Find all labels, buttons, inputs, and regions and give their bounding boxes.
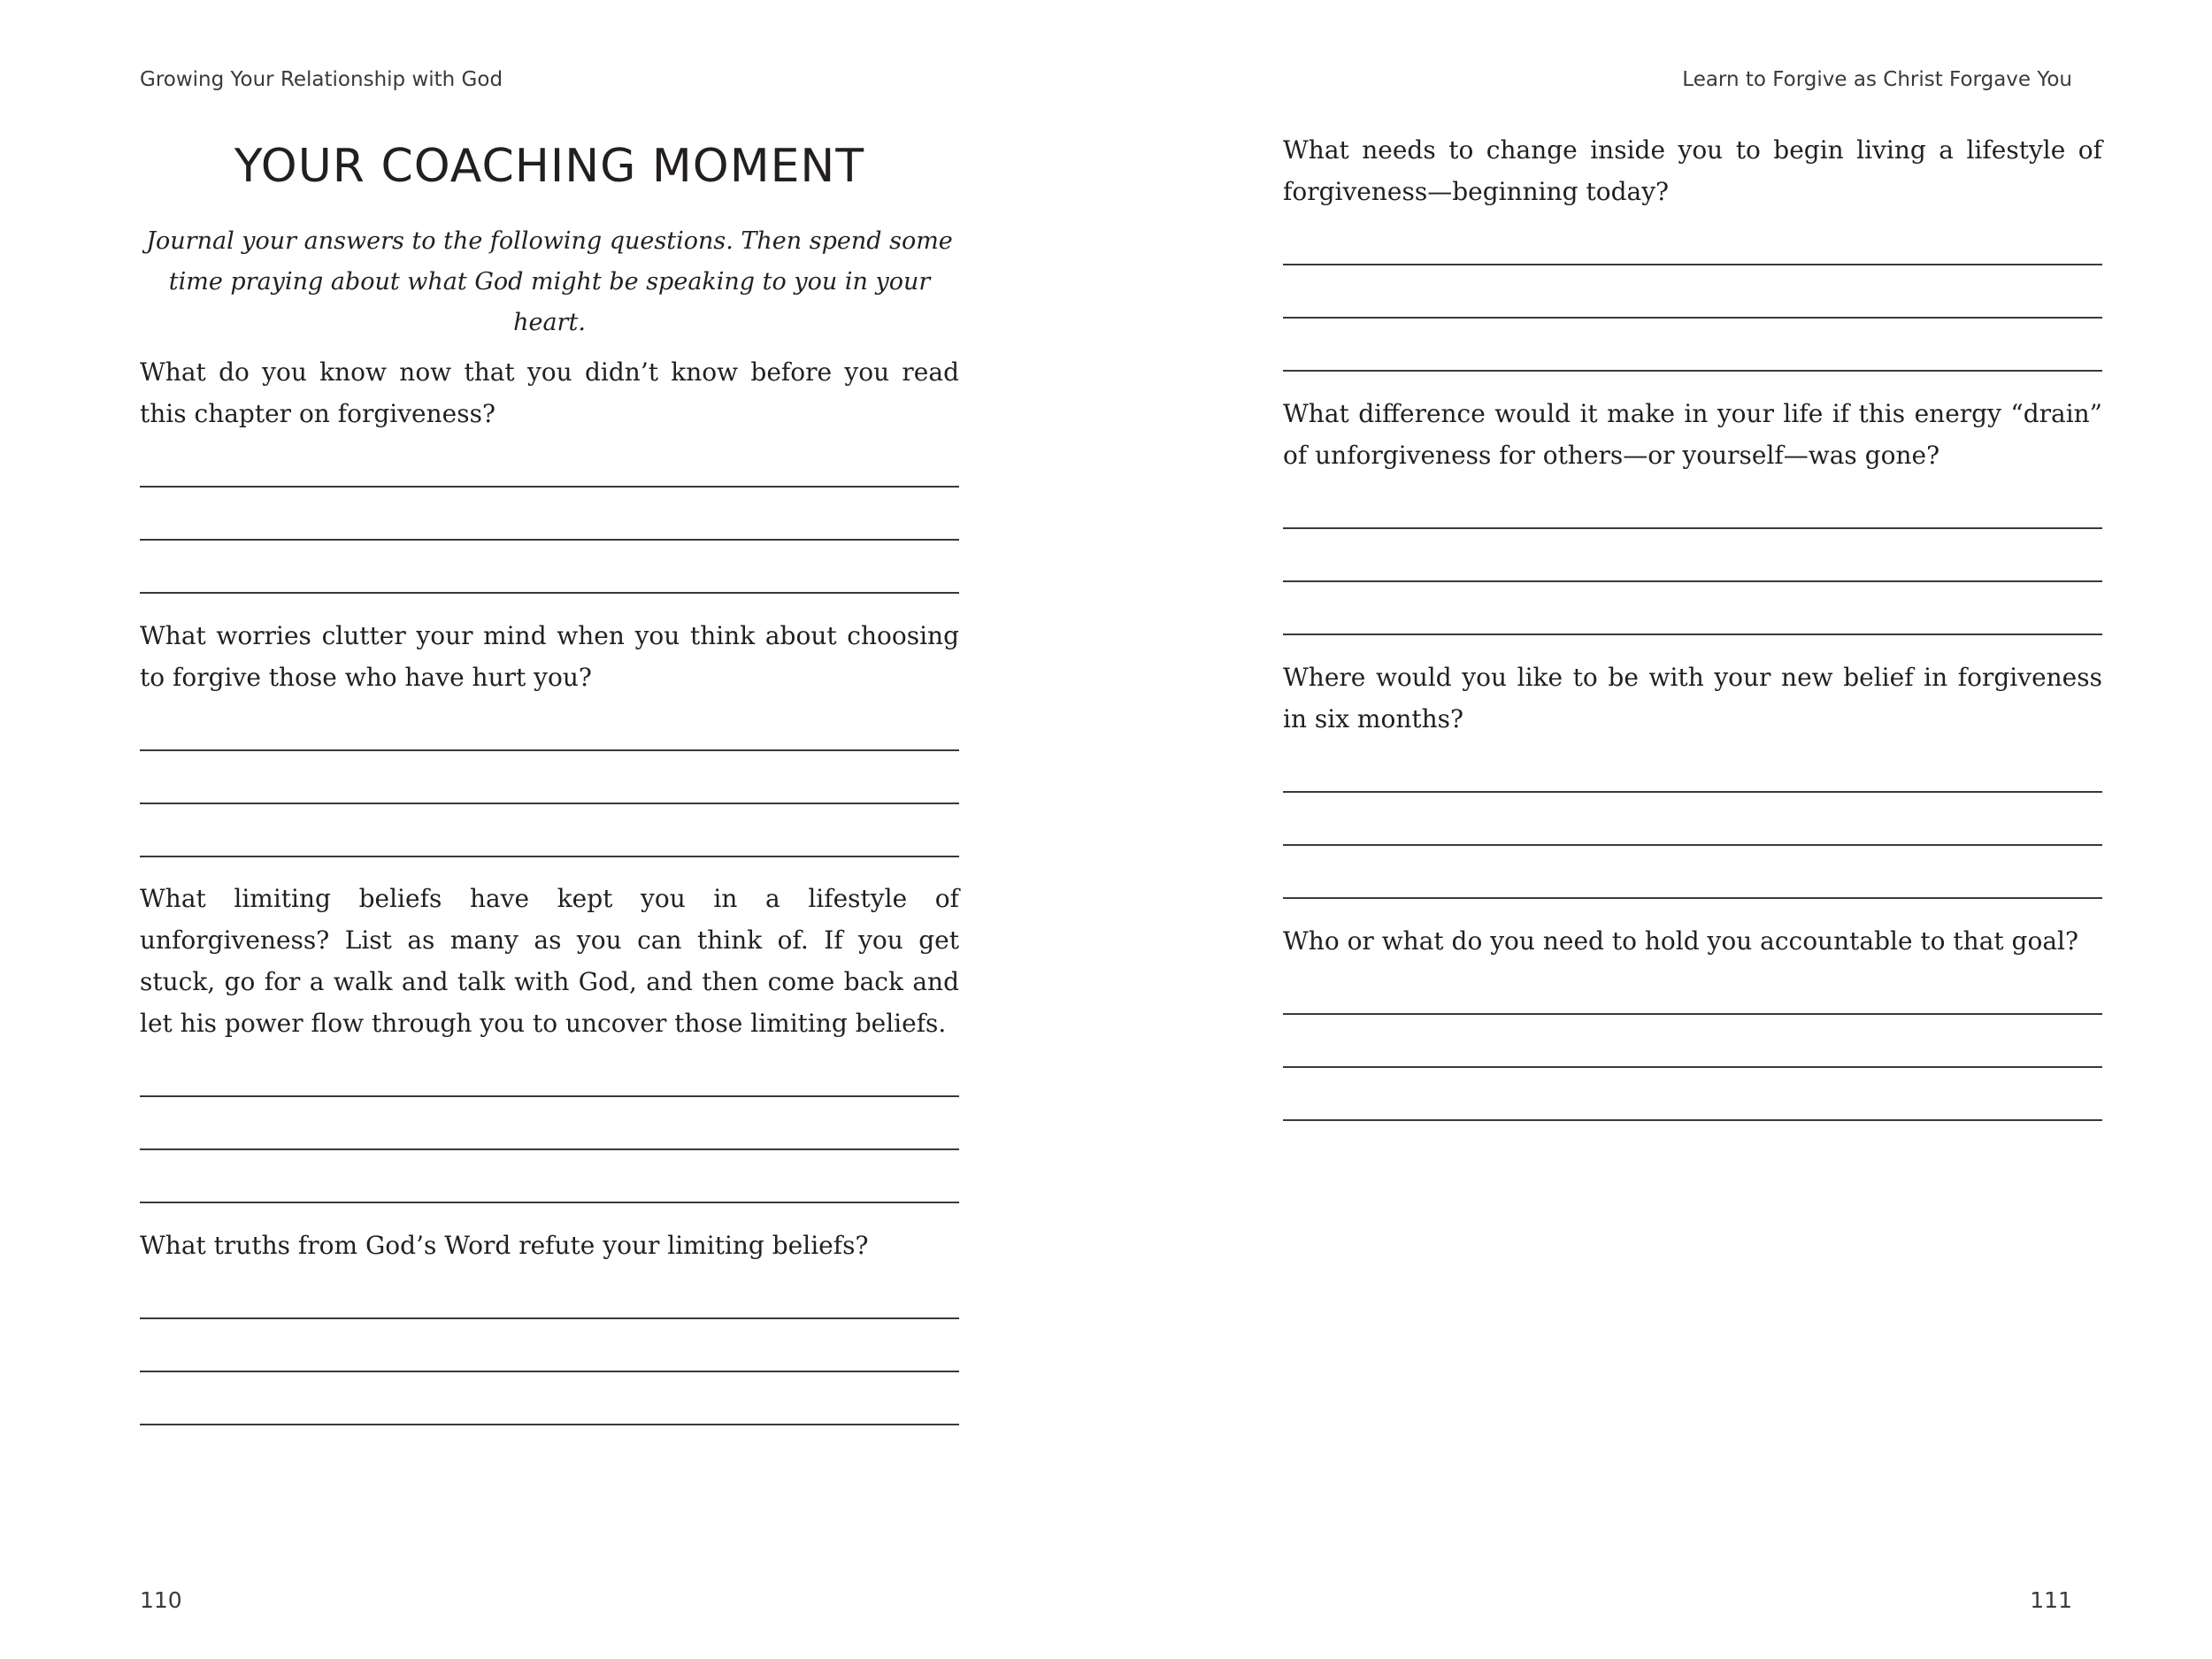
question-block-7	[1283, 657, 2102, 899]
answer-line[interactable]	[1283, 529, 2102, 582]
answer-lines	[1283, 962, 2102, 1121]
answer-line[interactable]	[140, 804, 959, 857]
question-block-4	[140, 1225, 959, 1425]
right-page	[1106, 0, 2212, 1659]
answer-lines	[140, 434, 959, 594]
answer-line[interactable]	[140, 698, 959, 751]
question-text: What limiting beliefs have kept you in a lifestyle of unforgiveness? List as many as you can think of. If you get stuck, go for a walk and talk with God, and then come back and let his power flow through you to uncover those limiting beliefs.	[140, 884, 959, 1038]
answer-line[interactable]	[1283, 476, 2102, 529]
answer-line[interactable]	[140, 541, 959, 594]
answer-line[interactable]	[140, 1372, 959, 1425]
page-number-right: 111	[2030, 1587, 2072, 1613]
answer-lines	[140, 1266, 959, 1425]
answer-line[interactable]	[1283, 265, 2102, 319]
question-text: What do you know now that you didn’t know before you read this chapter on forgiveness?	[140, 357, 959, 428]
question-text: Where would you like to be with your new belief in forgiveness in six months?	[1283, 663, 2102, 733]
answer-line[interactable]	[140, 434, 959, 488]
answer-line[interactable]	[140, 1044, 959, 1097]
answer-line[interactable]	[1283, 582, 2102, 635]
answer-lines	[1283, 212, 2102, 372]
answer-line[interactable]	[1283, 962, 2102, 1015]
question-block-6	[1283, 393, 2102, 635]
question-text: Who or what do you need to hold you accountable to that goal?	[1283, 926, 2078, 956]
answer-line[interactable]	[140, 488, 959, 541]
answer-line[interactable]	[140, 1319, 959, 1372]
answer-line[interactable]	[1283, 740, 2102, 793]
running-head-right: Learn to Forgive as Christ Forgave You	[1682, 68, 2072, 91]
answer-line[interactable]	[140, 1097, 959, 1150]
answer-line[interactable]	[1283, 1068, 2102, 1121]
question-block-5	[1283, 129, 2102, 372]
running-head-left: Growing Your Relationship with God	[140, 68, 503, 91]
answer-lines	[1283, 740, 2102, 899]
page-title: YOUR COACHING MOMENT	[234, 140, 865, 193]
answer-line[interactable]	[1283, 793, 2102, 846]
question-block-3	[140, 878, 959, 1203]
answer-lines	[1283, 476, 2102, 635]
question-block-1	[140, 351, 959, 594]
answer-line[interactable]	[1283, 212, 2102, 265]
intro-text: Journal your answers to the following questions. Then spend some time praying about what God might be speaking to you in your heart.	[146, 227, 953, 336]
question-text: What difference would it make in your life if this energy “drain” of unforgiveness for others—or yourself—was gone?	[1283, 399, 2102, 470]
answer-lines	[140, 1044, 959, 1203]
answer-line[interactable]	[1283, 846, 2102, 899]
answer-line[interactable]	[1283, 319, 2102, 372]
question-text: What truths from God’s Word refute your limiting beliefs?	[140, 1231, 869, 1260]
question-block-2	[140, 615, 959, 857]
question-block-8	[1283, 920, 2102, 1121]
answer-line[interactable]	[140, 751, 959, 804]
answer-line[interactable]	[140, 1266, 959, 1319]
page-number-left: 110	[140, 1587, 182, 1613]
answer-line[interactable]	[140, 1150, 959, 1203]
answer-line[interactable]	[1283, 1015, 2102, 1068]
answer-lines	[140, 698, 959, 857]
question-text: What needs to change inside you to begin living a lifestyle of forgiveness—beginning today?	[1283, 135, 2102, 206]
question-text: What worries clutter your mind when you think about choosing to forgive those who have hurt you?	[140, 621, 959, 692]
